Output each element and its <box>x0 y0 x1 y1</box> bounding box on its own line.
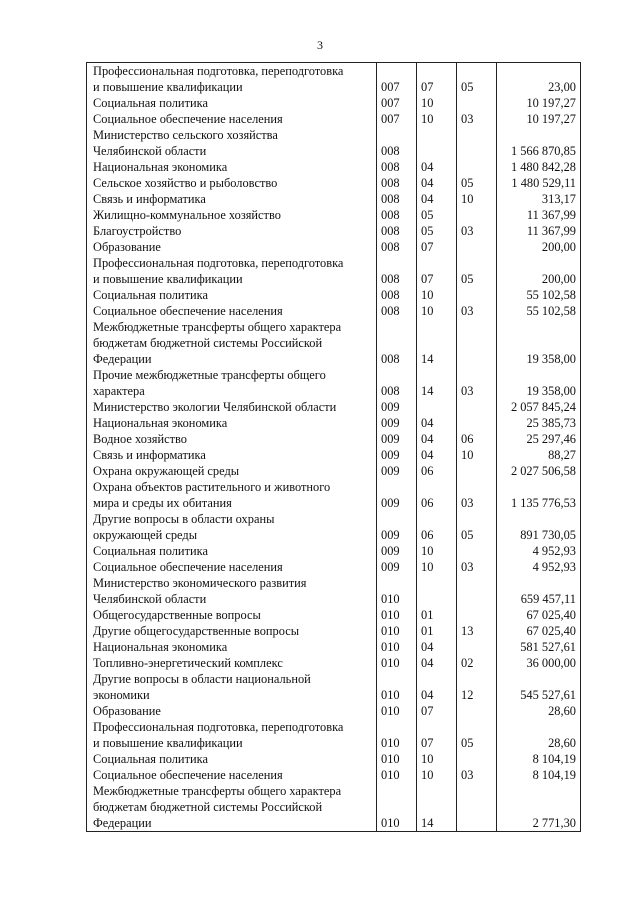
table-row <box>87 415 581 431</box>
ved-code-cell: 010 <box>377 623 417 639</box>
amount-cell: 55 102,58 <box>497 287 581 303</box>
section-code-cell: 10 <box>417 95 457 111</box>
section-code-cell: 05 <box>417 207 457 223</box>
amount-cell: 2 057 845,24 <box>497 399 581 415</box>
section-code-cell: 10 <box>417 111 457 127</box>
table-row <box>87 95 581 111</box>
amount-cell: 36 000,00 <box>497 655 581 671</box>
table-row <box>87 671 581 703</box>
section-code-cell: 14 <box>417 367 457 399</box>
amount-cell: 55 102,58 <box>497 303 581 319</box>
subsection-code-cell: 03 <box>457 223 497 239</box>
amount-cell: 2 027 506,58 <box>497 463 581 479</box>
row-name-cell: Образование <box>87 703 377 719</box>
table-row <box>87 783 581 832</box>
ved-code-cell: 010 <box>377 719 417 751</box>
section-code-cell: 04 <box>417 159 457 175</box>
amount-cell: 67 025,40 <box>497 607 581 623</box>
section-code-cell: 07 <box>417 63 457 96</box>
row-name-cell: Социальное обеспечение населения <box>87 303 377 319</box>
table-row <box>87 255 581 287</box>
row-name-cell: Социальное обеспечение населения <box>87 111 377 127</box>
ved-code-cell: 009 <box>377 431 417 447</box>
table-row <box>87 159 581 175</box>
subsection-code-cell: 05 <box>457 719 497 751</box>
table-row <box>87 191 581 207</box>
amount-cell: 23,00 <box>497 63 581 96</box>
ved-code-cell: 010 <box>377 671 417 703</box>
section-code-cell: 04 <box>417 191 457 207</box>
row-name-cell: Социальное обеспечение населения <box>87 559 377 575</box>
subsection-code-cell <box>457 239 497 255</box>
table-row <box>87 479 581 511</box>
section-code-cell: 07 <box>417 719 457 751</box>
subsection-code-cell <box>457 159 497 175</box>
row-name-cell: Сельское хозяйство и рыболовство <box>87 175 377 191</box>
table-row <box>87 767 581 783</box>
subsection-code-cell: 03 <box>457 479 497 511</box>
ved-code-cell: 010 <box>377 607 417 623</box>
row-name-cell: Социальная политика <box>87 95 377 111</box>
table-row <box>87 511 581 543</box>
row-name-cell: Межбюджетные трансферты общего характера бюджетам бюджетной системы Российской Федерации <box>87 783 377 832</box>
row-name-cell: Другие вопросы в области охраны окружающей среды <box>87 511 377 543</box>
row-name-cell: Профессиональная подготовка, переподготовка и повышение квалификации <box>87 719 377 751</box>
subsection-code-cell <box>457 751 497 767</box>
amount-cell: 25 297,46 <box>497 431 581 447</box>
amount-cell: 8 104,19 <box>497 751 581 767</box>
section-code-cell: 01 <box>417 607 457 623</box>
amount-cell: 11 367,99 <box>497 207 581 223</box>
row-name-cell: Охрана объектов растительного и животного мира и среды их обитания <box>87 479 377 511</box>
table-row <box>87 751 581 767</box>
table-row <box>87 399 581 415</box>
subsection-code-cell: 05 <box>457 175 497 191</box>
ved-code-cell: 008 <box>377 127 417 159</box>
subsection-code-cell: 03 <box>457 111 497 127</box>
row-name-cell: Водное хозяйство <box>87 431 377 447</box>
ved-code-cell: 008 <box>377 255 417 287</box>
ved-code-cell: 009 <box>377 415 417 431</box>
amount-cell: 88,27 <box>497 447 581 463</box>
table-row <box>87 239 581 255</box>
row-name-cell: Профессиональная подготовка, переподготовка и повышение квалификации <box>87 255 377 287</box>
ved-code-cell: 009 <box>377 543 417 559</box>
amount-cell: 28,60 <box>497 703 581 719</box>
row-name-cell: Связь и информатика <box>87 447 377 463</box>
subsection-code-cell <box>457 543 497 559</box>
table-row <box>87 367 581 399</box>
subsection-code-cell <box>457 287 497 303</box>
ved-code-cell: 009 <box>377 559 417 575</box>
subsection-code-cell: 10 <box>457 191 497 207</box>
section-code-cell: 07 <box>417 255 457 287</box>
table-row <box>87 287 581 303</box>
ved-code-cell: 010 <box>377 703 417 719</box>
amount-cell: 200,00 <box>497 255 581 287</box>
row-name-cell: Прочие межбюджетные трансферты общего характера <box>87 367 377 399</box>
row-name-cell: Социальная политика <box>87 287 377 303</box>
ved-code-cell: 008 <box>377 175 417 191</box>
row-name-cell: Национальная экономика <box>87 415 377 431</box>
section-code-cell: 06 <box>417 463 457 479</box>
ved-code-cell: 010 <box>377 767 417 783</box>
section-code-cell: 07 <box>417 239 457 255</box>
section-code-cell: 01 <box>417 623 457 639</box>
table-row <box>87 623 581 639</box>
section-code-cell: 10 <box>417 303 457 319</box>
budget-table <box>86 62 581 832</box>
section-code-cell: 10 <box>417 767 457 783</box>
ved-code-cell: 007 <box>377 95 417 111</box>
subsection-code-cell: 03 <box>457 367 497 399</box>
ved-code-cell: 009 <box>377 447 417 463</box>
subsection-code-cell: 03 <box>457 303 497 319</box>
table-row <box>87 111 581 127</box>
row-name-cell: Министерство экономического развития Челябинской области <box>87 575 377 607</box>
section-code-cell: 05 <box>417 223 457 239</box>
amount-cell: 19 358,00 <box>497 319 581 367</box>
amount-cell: 1 566 870,85 <box>497 127 581 159</box>
section-code-cell: 04 <box>417 671 457 703</box>
row-name-cell: Охрана окружающей среды <box>87 463 377 479</box>
amount-cell: 4 952,93 <box>497 543 581 559</box>
subsection-code-cell: 12 <box>457 671 497 703</box>
subsection-code-cell <box>457 415 497 431</box>
subsection-code-cell: 03 <box>457 767 497 783</box>
row-name-cell: Топливно-энергетический комплекс <box>87 655 377 671</box>
table-row <box>87 719 581 751</box>
subsection-code-cell <box>457 463 497 479</box>
table-row <box>87 175 581 191</box>
amount-cell: 8 104,19 <box>497 767 581 783</box>
section-code-cell: 10 <box>417 559 457 575</box>
row-name-cell: Министерство сельского хозяйства Челябинской области <box>87 127 377 159</box>
amount-cell: 28,60 <box>497 719 581 751</box>
table-row <box>87 607 581 623</box>
ved-code-cell: 010 <box>377 655 417 671</box>
page-number: 3 <box>317 38 323 52</box>
row-name-cell: Образование <box>87 239 377 255</box>
row-name-cell: Другие вопросы в области национальной экономики <box>87 671 377 703</box>
ved-code-cell: 008 <box>377 319 417 367</box>
table-row <box>87 543 581 559</box>
row-name-cell: Национальная экономика <box>87 639 377 655</box>
subsection-code-cell <box>457 607 497 623</box>
subsection-code-cell <box>457 783 497 832</box>
table-row <box>87 655 581 671</box>
subsection-code-cell <box>457 399 497 415</box>
amount-cell: 891 730,05 <box>497 511 581 543</box>
table-row <box>87 207 581 223</box>
ved-code-cell: 009 <box>377 511 417 543</box>
ved-code-cell: 008 <box>377 223 417 239</box>
row-name-cell: Общегосударственные вопросы <box>87 607 377 623</box>
amount-cell: 200,00 <box>497 239 581 255</box>
subsection-code-cell <box>457 575 497 607</box>
row-name-cell: Социальная политика <box>87 543 377 559</box>
amount-cell: 659 457,11 <box>497 575 581 607</box>
section-code-cell: 04 <box>417 655 457 671</box>
amount-cell: 2 771,30 <box>497 783 581 832</box>
subsection-code-cell <box>457 703 497 719</box>
row-name-cell: Профессиональная подготовка, переподготовка и повышение квалификации <box>87 63 377 96</box>
amount-cell: 545 527,61 <box>497 671 581 703</box>
section-code-cell: 10 <box>417 287 457 303</box>
table-row <box>87 319 581 367</box>
row-name-cell: Социальная политика <box>87 751 377 767</box>
subsection-code-cell <box>457 319 497 367</box>
section-code-cell: 04 <box>417 639 457 655</box>
ved-code-cell: 007 <box>377 63 417 96</box>
table-row <box>87 639 581 655</box>
section-code-cell: 04 <box>417 447 457 463</box>
ved-code-cell: 008 <box>377 239 417 255</box>
row-name-cell: Благоустройство <box>87 223 377 239</box>
ved-code-cell: 009 <box>377 463 417 479</box>
ved-code-cell: 008 <box>377 303 417 319</box>
subsection-code-cell <box>457 127 497 159</box>
table-row <box>87 63 581 96</box>
section-code-cell <box>417 575 457 607</box>
amount-cell: 1 480 842,28 <box>497 159 581 175</box>
row-name-cell: Другие общегосударственные вопросы <box>87 623 377 639</box>
subsection-code-cell <box>457 95 497 111</box>
ved-code-cell: 007 <box>377 111 417 127</box>
section-code-cell: 10 <box>417 543 457 559</box>
amount-cell: 25 385,73 <box>497 415 581 431</box>
section-code-cell: 06 <box>417 479 457 511</box>
amount-cell: 19 358,00 <box>497 367 581 399</box>
ved-code-cell: 010 <box>377 751 417 767</box>
amount-cell: 11 367,99 <box>497 223 581 239</box>
table-row <box>87 127 581 159</box>
ved-code-cell: 009 <box>377 479 417 511</box>
table-row <box>87 223 581 239</box>
section-code-cell <box>417 127 457 159</box>
row-name-cell: Министерство экологии Челябинской области <box>87 399 377 415</box>
amount-cell: 1 480 529,11 <box>497 175 581 191</box>
ved-code-cell: 008 <box>377 287 417 303</box>
subsection-code-cell: 02 <box>457 655 497 671</box>
section-code-cell: 10 <box>417 751 457 767</box>
table-row <box>87 431 581 447</box>
ved-code-cell: 008 <box>377 367 417 399</box>
section-code-cell: 04 <box>417 431 457 447</box>
row-name-cell: Социальное обеспечение населения <box>87 767 377 783</box>
row-name-cell: Межбюджетные трансферты общего характера бюджетам бюджетной системы Российской Федерации <box>87 319 377 367</box>
ved-code-cell: 008 <box>377 159 417 175</box>
amount-cell: 10 197,27 <box>497 111 581 127</box>
subsection-code-cell <box>457 207 497 223</box>
subsection-code-cell: 13 <box>457 623 497 639</box>
amount-cell: 313,17 <box>497 191 581 207</box>
table-row <box>87 559 581 575</box>
subsection-code-cell <box>457 639 497 655</box>
section-code-cell: 14 <box>417 783 457 832</box>
ved-code-cell: 010 <box>377 783 417 832</box>
section-code-cell: 04 <box>417 175 457 191</box>
subsection-code-cell: 10 <box>457 447 497 463</box>
subsection-code-cell: 05 <box>457 63 497 96</box>
table-row <box>87 575 581 607</box>
subsection-code-cell: 05 <box>457 255 497 287</box>
ved-code-cell: 009 <box>377 399 417 415</box>
row-name-cell: Жилищно-коммунальное хозяйство <box>87 207 377 223</box>
subsection-code-cell: 05 <box>457 511 497 543</box>
row-name-cell: Связь и информатика <box>87 191 377 207</box>
amount-cell: 4 952,93 <box>497 559 581 575</box>
table-row <box>87 447 581 463</box>
section-code-cell: 07 <box>417 703 457 719</box>
amount-cell: 1 135 776,53 <box>497 479 581 511</box>
table-row <box>87 463 581 479</box>
table-row <box>87 703 581 719</box>
section-code-cell <box>417 399 457 415</box>
section-code-cell: 06 <box>417 511 457 543</box>
ved-code-cell: 010 <box>377 575 417 607</box>
section-code-cell: 04 <box>417 415 457 431</box>
amount-cell: 67 025,40 <box>497 623 581 639</box>
subsection-code-cell: 03 <box>457 559 497 575</box>
table-body <box>87 63 581 832</box>
table-row <box>87 303 581 319</box>
ved-code-cell: 008 <box>377 191 417 207</box>
amount-cell: 581 527,61 <box>497 639 581 655</box>
ved-code-cell: 008 <box>377 207 417 223</box>
amount-cell: 10 197,27 <box>497 95 581 111</box>
ved-code-cell: 010 <box>377 639 417 655</box>
section-code-cell: 14 <box>417 319 457 367</box>
row-name-cell: Национальная экономика <box>87 159 377 175</box>
subsection-code-cell: 06 <box>457 431 497 447</box>
